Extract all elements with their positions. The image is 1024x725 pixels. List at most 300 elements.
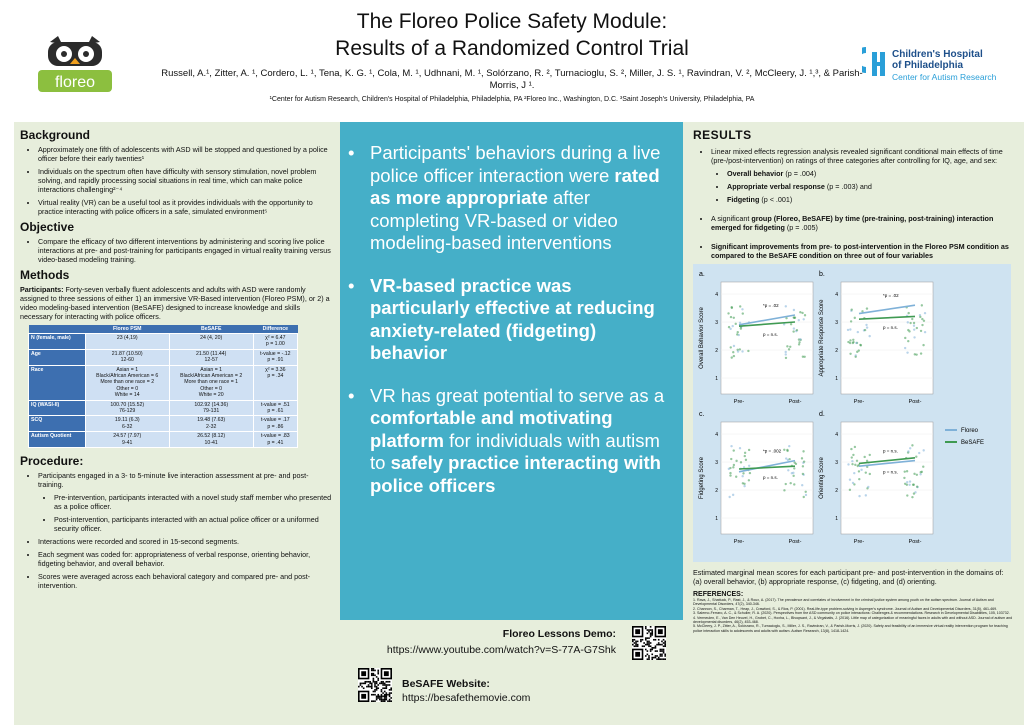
procedure-item: • Each segment was coded for: appropriateness of verbal response, orienting behavior, fidgeting behavior, and overall behavior. xyxy=(38,550,334,568)
data-point xyxy=(785,353,787,355)
results-text: (p = .005) xyxy=(784,223,818,232)
title-line-2: Results of a Randomized Control Trial xyxy=(335,37,689,60)
table-header-cell: Floreo PSM xyxy=(85,325,169,334)
data-point xyxy=(920,330,922,332)
data-point xyxy=(744,455,746,457)
data-point xyxy=(867,486,869,488)
data-point xyxy=(735,460,737,462)
data-point xyxy=(921,324,923,326)
data-point xyxy=(730,445,732,447)
data-point xyxy=(739,305,741,307)
data-point xyxy=(741,475,743,477)
p-value-annotation: p = n.s. xyxy=(763,332,778,338)
procedure-subitem: • Post-intervention, participants interacted with an actual police officer or a uniformed security officer. xyxy=(54,515,334,533)
data-point xyxy=(851,308,853,310)
data-point xyxy=(735,323,737,325)
chop-line-1: Children's Hospital xyxy=(892,49,983,60)
y-tick-label: 2 xyxy=(715,348,718,354)
data-point xyxy=(847,329,849,331)
data-point xyxy=(733,317,735,319)
data-point xyxy=(916,486,918,488)
plot-area xyxy=(841,422,933,534)
authors: Russell, A.¹, Zitter, A. ¹, Cordero, L. ¹, Tena, K. G. ¹, Cola, M. ¹, Udhnani, M. ¹, Solórzano, R. ², Turnacioglu, S. ², Miller, J. S. ¹, Ravindran, V. ², McCleery, J. ¹,³, & Parish-Morris, J ¹. xyxy=(161,68,863,91)
table-cell: 23 (4,19) xyxy=(85,334,169,350)
data-point xyxy=(785,457,787,459)
data-point xyxy=(861,310,863,312)
data-point xyxy=(849,339,851,341)
y-axis-label: Overall Behavior Score xyxy=(699,307,705,369)
data-point xyxy=(850,320,852,322)
data-point xyxy=(727,312,729,314)
data-point xyxy=(798,319,800,321)
data-point xyxy=(904,470,906,472)
results-subitem-p: (p = .003) and xyxy=(824,182,872,191)
data-point xyxy=(852,339,854,341)
data-point xyxy=(851,463,853,465)
data-point xyxy=(869,473,871,475)
data-point xyxy=(748,449,750,451)
x-tick-label: Post- xyxy=(788,539,802,545)
table-cell: 102.92 (14.36) 79-131 xyxy=(169,400,253,416)
data-point xyxy=(854,446,856,448)
reference-item: 3. Salerno-Ferraro, A. C., & Schuller, R. A. (2020). Perspectives from the ASD community on police interactions: Challenges & recommendations. Research in Developmental Disabilities, 105, 103732. xyxy=(693,611,1010,616)
data-point xyxy=(849,328,851,330)
data-point xyxy=(793,317,795,319)
data-point xyxy=(796,329,798,331)
table-cell: Race xyxy=(29,365,86,400)
data-point xyxy=(730,316,732,318)
table-cell: 19.11 (6.3) 6-32 xyxy=(85,416,169,432)
data-point xyxy=(792,330,794,332)
data-point xyxy=(859,344,861,346)
data-point xyxy=(904,347,906,349)
floreo-logo xyxy=(30,34,120,94)
y-tick-label: 3 xyxy=(835,320,838,326)
data-point xyxy=(906,494,908,496)
demo-box xyxy=(356,628,656,656)
y-axis-label: Fidgeting Score xyxy=(699,456,705,500)
data-point xyxy=(798,343,800,345)
data-point xyxy=(850,448,852,450)
y-tick-label: 1 xyxy=(715,516,718,522)
data-point xyxy=(860,469,862,471)
data-point xyxy=(858,495,860,497)
data-point xyxy=(786,345,788,347)
table-cell: 24.57 (7.97) 9-41 xyxy=(85,432,169,448)
data-point xyxy=(802,473,804,475)
table-row xyxy=(29,432,298,448)
table-cell: χ² = 3.36 p = .34 xyxy=(253,365,297,400)
figure-svg xyxy=(693,264,1011,562)
data-point xyxy=(908,484,910,486)
data-point xyxy=(904,337,906,339)
data-point xyxy=(906,484,908,486)
qr-code-icon[interactable] xyxy=(358,668,392,702)
data-point xyxy=(804,314,806,316)
table-cell: SCQ xyxy=(29,416,86,432)
background-item: • Individuals on the spectrum often have difficulty with sensory stimulation, novel problem solving, and rapidly processing social situations in real time, which can make police interactions challenging²⁻⁴ xyxy=(38,167,334,194)
results-subitem-p: (p = .004) xyxy=(783,169,817,178)
results-subitem xyxy=(727,182,1014,191)
data-point xyxy=(851,456,853,458)
affiliations: ¹Center for Autism Research, Children's Hospital of Philadelphia, Philadelphia, PA ²Floreo Inc., Washington, D.C. ³Saint Joseph's University, Philadelphia, PA xyxy=(269,96,755,103)
data-point xyxy=(802,465,804,467)
background-list xyxy=(20,145,334,216)
references-heading: REFERENCES: xyxy=(693,591,744,598)
panel-tag: b. xyxy=(819,271,825,278)
key-finding-emphasis: VR-based practice was particularly effective at reducing anxiety-related (fidgeting) behavior xyxy=(370,274,655,363)
reference-item: 2. Channon, S., Charman, T., Heap, J., Crawford, S., & Rios, P. (2001). Real-life-type problem-solving in Asperger's syndrome. Journal of Autism and Developmental Disorders, 31(5), 461-469. xyxy=(693,606,998,611)
left-column xyxy=(14,122,340,725)
results-subitem-label: Fidgeting xyxy=(727,195,760,204)
data-point xyxy=(783,449,785,451)
data-point xyxy=(801,457,803,459)
results-item xyxy=(711,242,1014,260)
objective-item: • Compare the efficacy of two different interventions by administering and scoring live police interactions at pre- and post-training for participants engaged in virtual reality training versus video-based modeling training. xyxy=(38,237,334,264)
p-value-annotation: p = n.s. xyxy=(883,325,898,331)
data-point xyxy=(913,336,915,338)
data-point xyxy=(739,348,741,350)
data-point xyxy=(786,450,788,452)
procedure-subitem: • Pre-intervention, participants interacted with a novel study staff member who presented as a police officer. xyxy=(54,493,334,511)
table-header-row xyxy=(29,325,298,334)
key-finding-emphasis: safely practice interacting with police officers xyxy=(370,452,661,496)
data-point xyxy=(728,496,730,498)
p-value-annotation: p = n.s. xyxy=(883,448,898,454)
background-item: • Approximately one fifth of adolescents with ASD will be stopped and questioned by a police officer before their early twenties¹ xyxy=(38,145,334,163)
title-line-1: The Floreo Police Safety Module: xyxy=(356,10,668,33)
x-tick-label: Pre- xyxy=(853,539,865,545)
panel-tag: c. xyxy=(699,411,705,418)
x-tick-label: Post- xyxy=(908,399,922,405)
procedure-sublist xyxy=(38,493,334,533)
y-axis-label: Orienting Score xyxy=(819,457,825,499)
data-point xyxy=(854,464,856,466)
floreo-logo-text: floreo xyxy=(54,74,96,91)
table-row xyxy=(29,334,298,350)
p-value-annotation: *p = .002 xyxy=(763,448,782,454)
y-tick-label: 3 xyxy=(835,460,838,466)
data-point xyxy=(740,461,742,463)
table-row xyxy=(29,349,298,365)
data-point xyxy=(801,484,803,486)
data-point xyxy=(731,356,733,358)
data-point xyxy=(849,479,851,481)
results-subitem-label: Appropriate verbal response xyxy=(727,182,825,191)
data-point xyxy=(866,326,868,328)
data-point xyxy=(743,485,745,487)
data-point xyxy=(788,348,790,350)
data-point xyxy=(732,494,734,496)
data-point xyxy=(748,465,750,467)
table-cell: 26.52 (8.12) 10-41 xyxy=(169,432,253,448)
data-point xyxy=(863,456,865,458)
table-row xyxy=(29,365,298,400)
data-point xyxy=(739,322,741,324)
panel-tag: d. xyxy=(819,411,825,418)
demo-title: Floreo Lessons Demo: xyxy=(502,628,616,640)
data-point xyxy=(742,472,744,474)
data-point xyxy=(913,322,915,324)
table-cell: 21.50 (11.44) 12-57 xyxy=(169,349,253,365)
data-point xyxy=(743,483,745,485)
data-point xyxy=(912,484,914,486)
data-point xyxy=(732,466,734,468)
data-point xyxy=(789,346,791,348)
table-header-cell xyxy=(29,325,86,334)
data-point xyxy=(907,312,909,314)
data-point xyxy=(924,312,926,314)
data-point xyxy=(805,491,807,493)
y-tick-label: 1 xyxy=(835,516,838,522)
data-point xyxy=(799,311,801,313)
data-point xyxy=(785,351,787,353)
poster-title xyxy=(170,8,854,62)
data-point xyxy=(865,324,867,326)
data-point xyxy=(858,470,860,472)
header xyxy=(0,0,1024,122)
p-value-annotation: *p = .02 xyxy=(763,303,779,308)
data-point xyxy=(913,328,915,330)
data-point xyxy=(922,344,924,346)
links-panel xyxy=(340,620,683,725)
procedure-heading: Procedure: xyxy=(20,454,84,469)
data-point xyxy=(909,322,911,324)
table-body xyxy=(29,334,298,448)
data-point xyxy=(802,356,804,358)
x-tick-label: Pre- xyxy=(853,399,865,405)
data-point xyxy=(916,327,918,329)
results-list xyxy=(693,147,1014,260)
data-point xyxy=(798,341,800,343)
data-point xyxy=(911,318,913,320)
data-point xyxy=(854,356,856,358)
data-point xyxy=(856,351,858,353)
background-heading: Background xyxy=(20,128,91,142)
results-subitem-p: (p < .001) xyxy=(759,195,793,204)
demo-link[interactable]: https://www.youtube.com/watch?v=S-77A-G7Shk xyxy=(386,644,616,656)
data-point xyxy=(855,342,857,344)
key-finding xyxy=(346,142,669,255)
data-point xyxy=(911,444,913,446)
x-tick-label: Post- xyxy=(908,539,922,545)
data-point xyxy=(803,318,805,320)
key-findings-list xyxy=(340,122,683,497)
data-point xyxy=(736,333,738,335)
data-point xyxy=(744,452,746,454)
data-point xyxy=(851,460,853,462)
data-point xyxy=(922,449,924,451)
data-point xyxy=(852,482,854,484)
data-point xyxy=(907,329,909,331)
table-cell: t-value = .17 p = .86 xyxy=(253,416,297,432)
data-point xyxy=(793,483,795,485)
data-point xyxy=(793,327,795,329)
table-cell: t-value = .83 p = .41 xyxy=(253,432,297,448)
results-subitem xyxy=(727,169,1014,178)
table-cell: Asian = 1 Black/African American = 6 More than one race = 2 Other = 0 White = 14 xyxy=(85,365,169,400)
reference-item: 1. Rava, J., Shattuck, P., Rast, J., & Roux, A. (2017). The prevalence and correlates of involvement in the criminal justice system among youth on the autism spectrum. Journal of Autism and Developmental Disorders, 47(2), 340-346. xyxy=(693,598,994,607)
y-tick-label: 4 xyxy=(835,432,838,438)
y-tick-label: 1 xyxy=(715,376,718,382)
table-cell: 21.87 (10.50) 12-60 xyxy=(85,349,169,365)
data-point xyxy=(801,312,803,314)
data-point xyxy=(785,483,787,485)
data-point xyxy=(790,323,792,325)
data-point xyxy=(915,353,917,355)
data-point xyxy=(913,325,915,327)
data-point xyxy=(907,321,909,323)
data-point xyxy=(741,350,743,352)
data-point xyxy=(742,312,744,314)
data-point xyxy=(795,463,797,465)
data-point xyxy=(857,331,859,333)
y-tick-label: 1 xyxy=(835,376,838,382)
data-point xyxy=(854,317,856,319)
table-cell: Age xyxy=(29,349,86,365)
legend-label: Floreo xyxy=(961,428,979,434)
participants-label: Participants: xyxy=(20,285,64,294)
table-row xyxy=(29,416,298,432)
table-cell: Autism Quotient xyxy=(29,432,86,448)
procedure-item: • Interactions were recorded and scored in 15-second segments. xyxy=(38,537,334,546)
data-point xyxy=(732,351,734,353)
data-point xyxy=(856,460,858,462)
table-cell: t-value = .51 p = .61 xyxy=(253,400,297,416)
data-point xyxy=(745,459,747,461)
besafe-link[interactable]: https://besafethemovie.com xyxy=(402,692,531,704)
table-cell: IQ (WASI-II) xyxy=(29,400,86,416)
key-finding-emphasis: rated as more appropriate xyxy=(370,164,660,208)
data-point xyxy=(737,331,739,333)
data-point xyxy=(866,307,868,309)
data-point xyxy=(906,351,908,353)
data-point xyxy=(907,450,909,452)
methods-heading: Methods xyxy=(20,268,70,282)
data-point xyxy=(748,479,750,481)
data-point xyxy=(749,472,751,474)
background-item: • Virtual reality (VR) can be a useful tool as it provides individuals with the opportunity to practice interacting with police officers in a safe, simulated environment⁵ xyxy=(38,198,334,216)
data-point xyxy=(728,468,730,470)
key-finding xyxy=(346,275,669,365)
x-tick-label: Post- xyxy=(788,399,802,405)
table-cell: 24 (4, 20) xyxy=(169,334,253,350)
data-point xyxy=(849,342,851,344)
y-tick-label: 2 xyxy=(715,488,718,494)
data-point xyxy=(919,473,921,475)
data-point xyxy=(865,494,867,496)
data-point xyxy=(847,463,849,465)
procedure-item: • Scores were averaged across each behavioral category and compared pre- and post-intervention. xyxy=(38,572,334,590)
data-point xyxy=(853,472,855,474)
data-point xyxy=(729,472,731,474)
data-point xyxy=(906,470,908,472)
y-axis-label: Appropriate Response Score xyxy=(819,299,825,377)
y-tick-label: 4 xyxy=(715,432,718,438)
x-tick-label: Pre- xyxy=(733,539,745,545)
table-cell: t-value = -.12 p = .91 xyxy=(253,349,297,365)
data-point xyxy=(909,480,911,482)
table-cell: 100.70 (15.52) 76-129 xyxy=(85,400,169,416)
data-point xyxy=(739,447,741,449)
data-point xyxy=(787,469,789,471)
data-point xyxy=(868,335,870,337)
y-tick-label: 2 xyxy=(835,348,838,354)
right-column xyxy=(683,122,1024,725)
data-point xyxy=(740,327,742,329)
data-point xyxy=(729,474,731,476)
data-point xyxy=(803,460,805,462)
data-point xyxy=(788,445,790,447)
demographics-table xyxy=(28,325,298,448)
data-point xyxy=(849,353,851,355)
chop-line-3: Center for Autism Research xyxy=(892,72,997,82)
data-point xyxy=(733,355,735,357)
data-point xyxy=(922,466,924,468)
y-tick-label: 3 xyxy=(715,460,718,466)
table-cell: N (female, male) xyxy=(29,334,86,350)
data-point xyxy=(921,304,923,306)
qr-code-icon[interactable] xyxy=(632,626,666,660)
results-sublist xyxy=(711,169,1014,204)
data-point xyxy=(799,338,801,340)
y-tick-label: 4 xyxy=(835,292,838,298)
data-point xyxy=(916,474,918,476)
references xyxy=(693,598,1014,633)
p-value-annotation: p = n.s. xyxy=(763,475,778,480)
data-point xyxy=(735,476,737,478)
data-point xyxy=(921,471,923,473)
data-point xyxy=(913,492,915,494)
table-header-cell: Difference xyxy=(253,325,297,334)
key-finding-text: VR has great potential to serve as a xyxy=(370,384,665,406)
data-point xyxy=(805,494,807,496)
data-point xyxy=(920,352,922,354)
key-finding-emphasis: comfortable and motivating platform xyxy=(370,407,613,451)
procedure-list xyxy=(20,471,334,590)
reference-item: 5. McCleery, J. P., Zitter, A., Solórzano, R., Turnacioglu, S., Miller, J. S., Ravindran, V., & Parish-Morris, J. (2020). Safety and feasibility of an immersive virtual reality intervention program for teaching police interaction skills to adolescents and adults with autism. Autism Research, 13(8), 1418-1424. xyxy=(693,624,1008,633)
results-item xyxy=(711,214,1014,232)
y-tick-label: 3 xyxy=(715,320,718,326)
table-cell: Asian = 1 Black/African American = 2 More than one race = 1 Other = 0 White = 20 xyxy=(169,365,253,400)
data-point xyxy=(792,472,794,474)
data-point xyxy=(747,350,749,352)
data-point xyxy=(733,449,735,451)
data-point xyxy=(903,477,905,479)
results-text: A significant xyxy=(711,214,752,223)
y-tick-label: 2 xyxy=(835,488,838,494)
data-point xyxy=(732,325,734,327)
results-subitem-label: Overall behavior xyxy=(727,169,784,178)
data-point xyxy=(913,473,915,475)
objective-heading: Objective xyxy=(20,220,75,234)
data-point xyxy=(906,481,908,483)
data-point xyxy=(919,316,921,318)
data-point xyxy=(921,318,923,320)
results-figure xyxy=(693,264,1011,562)
data-point xyxy=(789,482,791,484)
data-point xyxy=(737,350,739,352)
participants-text: Forty-seven verbally fluent adolescents and adults with ASD were randomly assigned to three sessions of either 1) an immersive VR-Based intervention (Floreo PSM), or 2) a video modeling-based intervention (BeSAFE) designed to increase knowledge and skills necessary for interacting with police officers. xyxy=(20,285,330,321)
data-point xyxy=(785,357,787,359)
data-point xyxy=(730,458,732,460)
data-point xyxy=(915,456,917,458)
table-header-cell: BeSAFE xyxy=(169,325,253,334)
data-point xyxy=(733,464,735,466)
results-item: • Linear mixed effects regression analysis revealed significant conditional main effects of time (pre-/post-intervention) on ratings of three categories after controlling for IQ, age, and sex: xyxy=(711,147,1014,165)
data-point xyxy=(869,454,871,456)
data-point xyxy=(909,447,911,449)
